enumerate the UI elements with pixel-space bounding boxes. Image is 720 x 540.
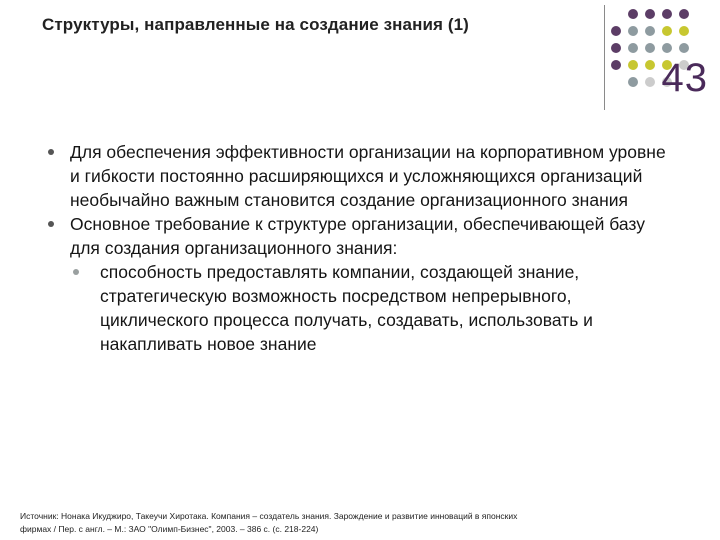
decorative-dot [645, 9, 655, 19]
decorative-dot [611, 43, 621, 53]
decorative-dot [628, 9, 638, 19]
bullet-icon [48, 149, 54, 155]
bullet-text: Основное требование к структуре организации, обеспечивающей базу для создания организационного знания: [70, 214, 645, 258]
decorative-dot [679, 26, 689, 36]
bullet-item [48, 212, 668, 356]
decorative-dot [645, 43, 655, 53]
bullet-text: Для обеспечения эффективности организации на корпоративном уровне и гибкости постоянно расширяющихся и усложняющихся организаций необычайно важным становится создание организационного знания [70, 142, 666, 210]
sub-bullet-text: способность предоставлять компании, создающей знание, стратегическую возможность посредством непрерывного, циклического процесса получать, создавать, использовать и накапливать новое знание [100, 262, 593, 354]
decorative-dot [662, 9, 672, 19]
source-citation [20, 510, 620, 536]
decorative-dot [611, 9, 621, 19]
source-line: Источник: Нонака Икуджиро, Такеучи Хиротака. Компания – создатель знания. Зарождение и развитие инноваций в японских [20, 511, 518, 521]
decorative-dot [679, 9, 689, 19]
decorative-dot [628, 77, 638, 87]
page-number: 43 [661, 56, 708, 100]
slide-body [48, 140, 668, 356]
decorative-dot [628, 26, 638, 36]
decorative-dot [611, 26, 621, 36]
decorative-dot [628, 43, 638, 53]
decorative-dot [628, 60, 638, 70]
bullet-item [48, 140, 668, 212]
slide-title: Структуры, направленные на создание знания (1) [42, 15, 469, 34]
sub-bullet-item [70, 260, 668, 356]
decorative-dot [662, 26, 672, 36]
decorative-dot [645, 77, 655, 87]
bullet-icon [48, 221, 54, 227]
decorative-dot [611, 77, 621, 87]
decorative-dot [611, 60, 621, 70]
decorative-dot [645, 26, 655, 36]
source-line: фирмах / Пер. с англ. – М.: ЗАО "Олимп-Бизнес", 2003. – 386 с. (с. 218-224) [20, 524, 319, 534]
bullet-list [48, 140, 668, 356]
decorative-dot [679, 43, 689, 53]
decorative-dot [662, 43, 672, 53]
decorative-dot [645, 60, 655, 70]
sub-bullet-icon [73, 269, 79, 275]
sub-bullet-list [70, 260, 668, 356]
header-divider [604, 5, 605, 110]
